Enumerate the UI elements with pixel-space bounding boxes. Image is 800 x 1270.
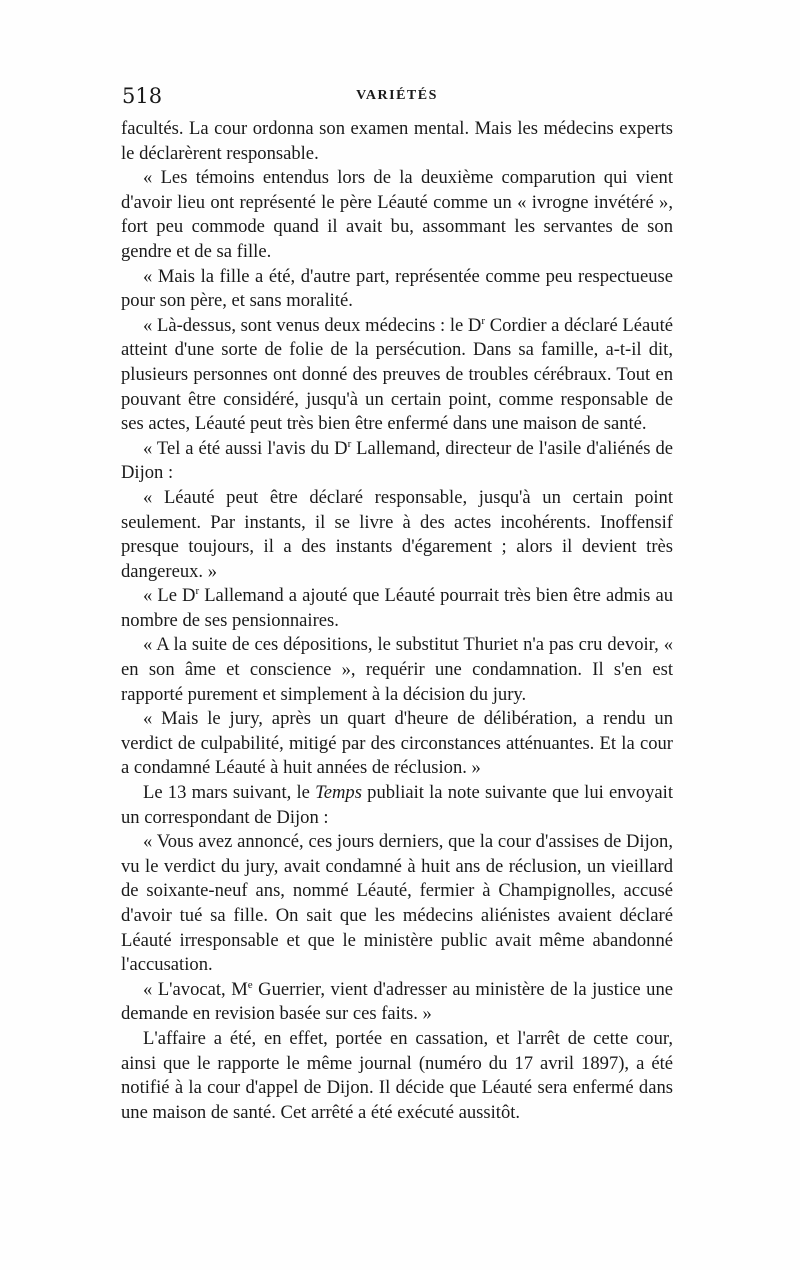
- paragraph-text: Guerrier, vient d'adresser au ministère de la justice une demande en revision basée sur ces faits. »: [121, 978, 673, 1025]
- paragraph-text: L'affaire a été, en effet, portée en cassation, et l'arrêt de cette cour, ainsi que le rapporte le même journal (numéro du 17 avril 1897), a été notifié à la cour d'appel de Dijon. Il décide que Léauté sera enfermé dans une maison de santé. Cet arrêté a été exécuté aussitôt.: [121, 1027, 673, 1123]
- paragraph-text: Le 13 mars suivant, le: [143, 782, 316, 804]
- superscript: r: [347, 437, 352, 450]
- paragraph-text: Lallemand, directeur de l'asile d'aliénés de Dijon :: [121, 437, 673, 484]
- paragraph-text: « Vous avez annoncé, ces jours derniers, que la cour d'assises de Dijon, vu le verdict du jury, avait condamné à huit ans de réclusion, un vieillard de soixante-neuf ans, nommé Léauté, fermier à Champignolles, accusé d'avoir tué sa fille. On sait que les médecins aliénistes avaient déclaré Léauté irresponsable et que le ministère public avait même abandonné l'accusation.: [121, 831, 673, 976]
- paragraph-text: « Les témoins entendus lors de la deuxième comparution qui vient d'avoir lieu ont représenté le père Léauté comme un « ivrogne invétéré », fort peu commode quand il avait bu, assommant les servantes de son gendre et de sa fille.: [121, 167, 673, 262]
- paragraph: [121, 117, 673, 166]
- paragraph: [121, 265, 673, 314]
- paragraph: [121, 1027, 673, 1125]
- paragraph-text: « A la suite de ces dépositions, le substitut Thuriet n'a pas cru devoir, « en son âme et conscience », requérir une condamnation. Il s'en est rapporté purement et simplement à la décision du jury.: [121, 634, 673, 705]
- paragraph: [121, 830, 673, 978]
- paragraph: [121, 437, 673, 486]
- superscript: r: [481, 314, 486, 327]
- paragraph: [121, 486, 673, 584]
- paragraph-text: « Mais le jury, après un quart d'heure de délibération, a rendu un verdict de culpabilité, mitigé par des circonstances atténuantes. Et la cour a condamné Léauté à huit années de réclusion. »: [121, 708, 673, 779]
- paragraph: [121, 314, 673, 437]
- running-head: VARIÉTÉS: [356, 88, 438, 103]
- paragraph: [121, 707, 673, 781]
- body-text: [121, 117, 673, 1125]
- paragraph-text: « Le D: [143, 585, 196, 607]
- paragraph: [121, 978, 673, 1027]
- paragraph-text: Cordier a déclaré Léauté atteint d'une sorte de folie de la persécution. Dans sa famille, a-t-il dit, plusieurs personnes ont donné des preuves de troubles cérébraux. Tout en pouvant être considéré, jusqu'à un certain point, comme responsable de ses actes, Léauté peut très bien être enfermé dans une maison de santé.: [121, 314, 673, 435]
- paragraph: [121, 633, 673, 707]
- paragraph: [121, 166, 673, 264]
- page-number: 518: [122, 84, 163, 108]
- superscript: e: [247, 978, 253, 991]
- paragraph: [121, 584, 673, 633]
- paragraph-text: « Là-dessus, sont venus deux médecins : le D: [143, 314, 482, 336]
- italic-title: Temps: [315, 782, 362, 804]
- paragraph-text: « Mais la fille a été, d'autre part, représentée comme peu respectueuse pour son père, et sans moralité.: [121, 265, 673, 312]
- paragraph-text: « Tel a été aussi l'avis du D: [143, 437, 348, 459]
- paragraph-text: Lallemand a ajouté que Léauté pourrait très bien être admis au nombre de ses pensionnaires.: [121, 585, 673, 631]
- superscript: r: [195, 585, 200, 598]
- paragraph-text: publiait la note suivante que lui envoyait un correspondant de Dijon :: [121, 782, 673, 828]
- page-header: [122, 84, 672, 114]
- paragraph-text: facultés. La cour ordonna son examen mental. Mais les médecins experts le déclarèrent responsable.: [121, 118, 673, 164]
- paragraph-text: « Léauté peut être déclaré responsable, jusqu'à un certain point seulement. Par instants, il se livre à des actes incohérents. Inoffensif presque toujours, il a des instants d'égarement ; alors il devient très dangereux. »: [121, 486, 673, 582]
- paragraph: [121, 781, 673, 830]
- paragraph-text: « L'avocat, M: [143, 978, 248, 1000]
